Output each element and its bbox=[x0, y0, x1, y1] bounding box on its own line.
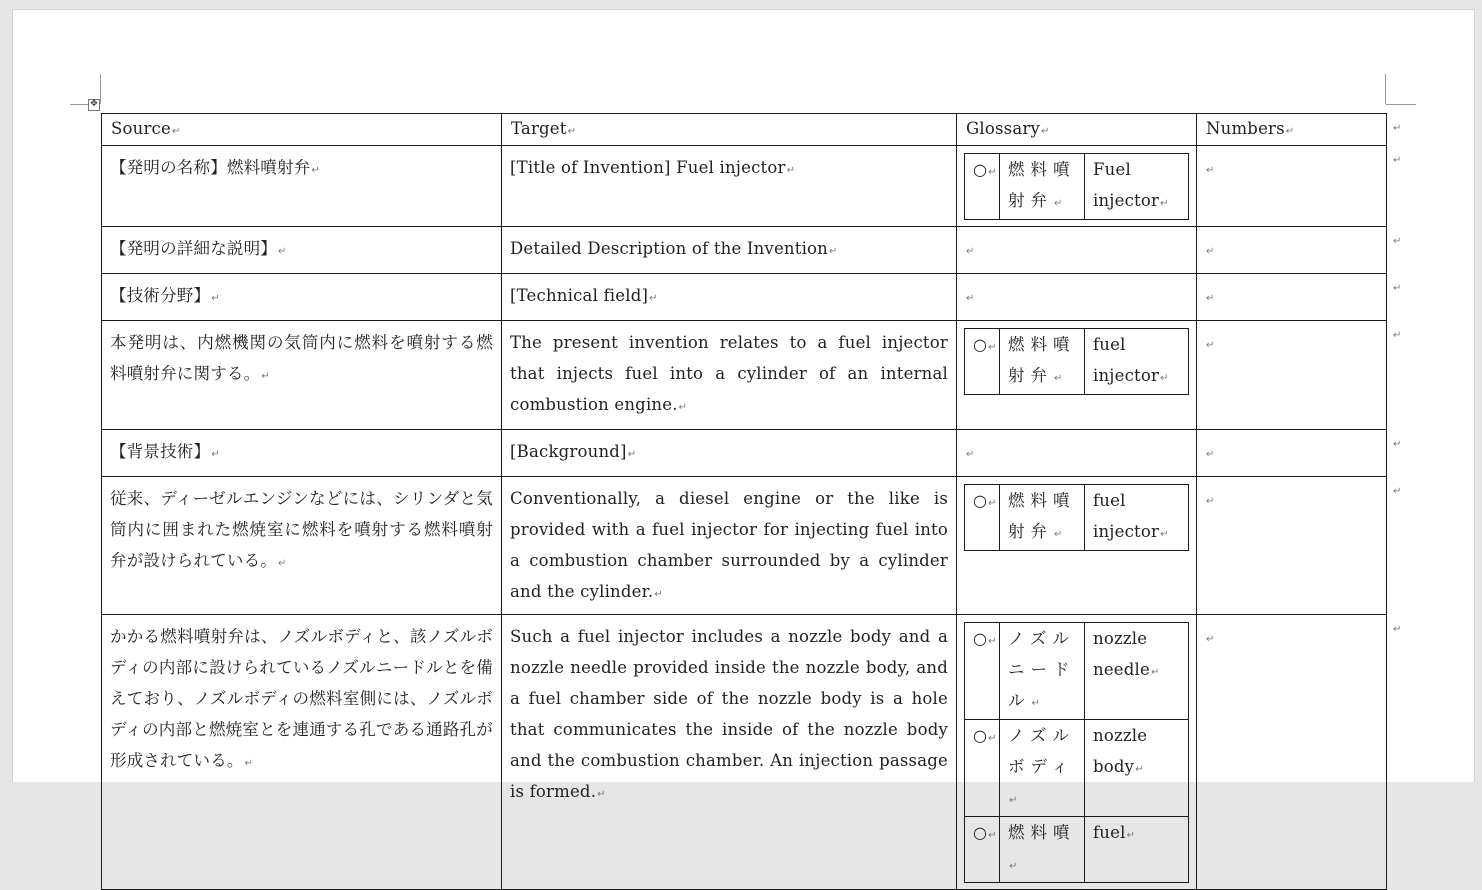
glossary-term bbox=[1000, 485, 1085, 551]
source-cell[interactable] bbox=[102, 477, 502, 615]
glossary-mark bbox=[965, 485, 1000, 551]
row-end-mark: ↵ bbox=[1393, 623, 1402, 635]
target-cell[interactable] bbox=[502, 477, 957, 615]
target-cell[interactable] bbox=[502, 227, 957, 274]
paragraph-mark: ↵ bbox=[988, 733, 997, 744]
target-text: [Title of Invention] Fuel injector bbox=[510, 158, 786, 177]
glossary-row bbox=[965, 623, 1189, 720]
target-cell[interactable] bbox=[502, 615, 957, 890]
paragraph-mark: ↵ bbox=[244, 758, 254, 769]
target-cell[interactable] bbox=[502, 146, 957, 227]
glossary-term bbox=[1000, 154, 1085, 220]
row-end-mark: ↵ bbox=[1393, 282, 1402, 294]
paragraph-mark: ↵ bbox=[1054, 529, 1069, 540]
header-cell-target[interactable]: Target↵ bbox=[502, 114, 957, 146]
glossary-cell[interactable] bbox=[957, 477, 1197, 615]
glossary-term-text: 燃料噴射弁 bbox=[1008, 491, 1076, 541]
glossary-translation-text: fuel injector bbox=[1093, 491, 1160, 541]
paragraph-mark: ↵ bbox=[1009, 861, 1024, 872]
glossary-term-text: ノズルボディ bbox=[1008, 726, 1075, 776]
header-cell-glossary[interactable]: Glossary↵ bbox=[957, 114, 1197, 146]
row-end-mark: ↵ bbox=[1393, 485, 1402, 497]
header-label: Source bbox=[111, 119, 171, 138]
target-cell[interactable] bbox=[502, 321, 957, 430]
numbers-cell[interactable] bbox=[1197, 321, 1387, 430]
row-end-mark: ↵ bbox=[1393, 329, 1402, 341]
crop-mark-top-right-vertical bbox=[1385, 74, 1386, 104]
glossary-translation-text: nozzle body bbox=[1093, 726, 1148, 776]
source-cell[interactable] bbox=[102, 274, 502, 321]
glossary-translation-text: nozzle needle bbox=[1093, 629, 1150, 679]
paragraph-mark: ↵ bbox=[1126, 830, 1136, 841]
paragraph-mark: ↵ bbox=[1054, 373, 1069, 384]
header-row bbox=[102, 114, 1387, 146]
row-end-mark: ↵ bbox=[1393, 235, 1402, 247]
paragraph-mark: ↵ bbox=[1206, 449, 1215, 460]
source-text: 【発明の詳細な説明】 bbox=[110, 239, 277, 258]
table-row bbox=[102, 430, 1387, 477]
paragraph-mark: ↵ bbox=[1206, 165, 1215, 176]
translation-table bbox=[101, 113, 1387, 890]
paragraph-mark: ↵ bbox=[966, 449, 975, 460]
glossary-row bbox=[965, 154, 1189, 220]
paragraph-mark: ↵ bbox=[1135, 764, 1144, 775]
glossary-cell[interactable] bbox=[957, 274, 1197, 321]
source-cell[interactable] bbox=[102, 321, 502, 430]
circle-mark: ○ bbox=[973, 335, 988, 354]
header-label: Numbers bbox=[1206, 119, 1285, 138]
circle-mark: ○ bbox=[973, 823, 988, 842]
paragraph-mark: ↵ bbox=[627, 449, 637, 460]
target-cell[interactable] bbox=[502, 274, 957, 321]
target-text: [Background] bbox=[510, 442, 627, 461]
source-text: かかる燃料噴射弁は、ノズルボディと、該ノズルボディの内部に設けられているノズルニードルとを備えており、ノズルボディの燃料室側には、ノズルボディの内部と燃焼室とを連通する孔である通路孔が形成されている。 bbox=[110, 627, 493, 770]
glossary-term-text: 燃料噴射弁 bbox=[1008, 160, 1076, 210]
glossary-table bbox=[964, 153, 1189, 220]
numbers-cell[interactable] bbox=[1197, 477, 1387, 615]
glossary-cell[interactable] bbox=[957, 146, 1197, 227]
paragraph-mark: ↵ bbox=[654, 589, 663, 600]
source-text: 本発明は、内燃機関の気筒内に燃料を噴射する燃料噴射弁に関する。 bbox=[110, 333, 493, 383]
paragraph-mark: ↵ bbox=[988, 342, 997, 353]
paragraph-mark: ↵ bbox=[1009, 795, 1024, 806]
glossary-cell[interactable] bbox=[957, 227, 1197, 274]
glossary-term bbox=[1000, 817, 1085, 883]
target-text: Detailed Description of the Invention bbox=[510, 239, 829, 258]
row-end-mark: ↵ bbox=[1393, 122, 1402, 134]
table-row bbox=[102, 477, 1387, 615]
paragraph-mark: ↵ bbox=[988, 498, 997, 509]
numbers-cell[interactable] bbox=[1197, 146, 1387, 227]
crop-mark-top-left-vertical bbox=[100, 74, 101, 104]
glossary-table bbox=[964, 622, 1189, 883]
header-cell-numbers[interactable]: Numbers↵ bbox=[1197, 114, 1387, 146]
table-row bbox=[102, 146, 1387, 227]
header-cell-source[interactable]: Source↵ bbox=[102, 114, 502, 146]
source-cell[interactable] bbox=[102, 615, 502, 890]
glossary-cell[interactable] bbox=[957, 430, 1197, 477]
paragraph-mark: ↵ bbox=[278, 558, 287, 569]
glossary-mark bbox=[965, 154, 1000, 220]
table-row bbox=[102, 227, 1387, 274]
target-cell[interactable] bbox=[502, 430, 957, 477]
glossary-translation bbox=[1085, 485, 1189, 551]
glossary-row bbox=[965, 817, 1189, 883]
glossary-mark bbox=[965, 329, 1000, 395]
circle-mark: ○ bbox=[973, 726, 988, 745]
paragraph-mark: ↵ bbox=[1160, 529, 1169, 540]
glossary-row bbox=[965, 485, 1189, 551]
paragraph-mark: ↵ bbox=[1160, 373, 1169, 384]
glossary-translation bbox=[1085, 329, 1189, 395]
circle-mark: ○ bbox=[973, 629, 988, 648]
glossary-mark bbox=[965, 623, 1000, 720]
glossary-term-text: 燃料噴射弁 bbox=[1008, 335, 1076, 385]
crop-mark-top-right-horizontal bbox=[1386, 104, 1416, 105]
glossary-cell[interactable] bbox=[957, 321, 1197, 430]
paragraph-mark: ↵ bbox=[261, 371, 270, 382]
numbers-cell[interactable] bbox=[1197, 430, 1387, 477]
target-text: Such a fuel injector includes a nozzle body and a nozzle needle provided inside the nozzle body, and a fuel chamber side of the nozzle body is a hole that communicates the inside of the nozzle body and the combustion chamber. An injection passage is formed. bbox=[510, 627, 948, 801]
glossary-term-text: ノズルニードル bbox=[1008, 629, 1076, 710]
source-cell[interactable] bbox=[102, 146, 502, 227]
paragraph-mark: ↵ bbox=[1206, 496, 1215, 507]
row-end-mark: ↵ bbox=[1393, 154, 1402, 166]
paragraph-mark: ↵ bbox=[278, 246, 287, 257]
glossary-term bbox=[1000, 329, 1085, 395]
glossary-mark bbox=[965, 720, 1000, 817]
numbers-cell[interactable] bbox=[1197, 227, 1387, 274]
glossary-translation-text: fuel injector bbox=[1093, 335, 1160, 385]
paragraph-mark: ↵ bbox=[1206, 293, 1215, 304]
target-text: The present invention relates to a fuel injector that injects fuel into a cylinder of an internal combustion engine. bbox=[510, 333, 948, 414]
paragraph-mark: ↵ bbox=[678, 402, 688, 413]
glossary-translation bbox=[1085, 817, 1189, 883]
paragraph-mark: ↵ bbox=[649, 293, 658, 304]
table-row bbox=[102, 615, 1387, 890]
glossary-row bbox=[965, 329, 1189, 395]
paragraph-mark: ↵ bbox=[597, 789, 606, 800]
document-page bbox=[12, 9, 1475, 872]
glossary-term bbox=[1000, 720, 1085, 817]
source-cell[interactable] bbox=[102, 227, 502, 274]
glossary-mark bbox=[965, 817, 1000, 883]
table-body bbox=[102, 114, 1387, 890]
header-label: Target bbox=[511, 119, 567, 138]
header-label: Glossary bbox=[966, 119, 1040, 138]
row-end-mark: ↵ bbox=[1393, 438, 1402, 450]
paragraph-mark: ↵ bbox=[786, 165, 796, 176]
source-text: 【発明の名称】燃料噴射弁 bbox=[110, 158, 311, 177]
paragraph-mark: ↵ bbox=[988, 830, 997, 841]
paragraph-mark: ↵ bbox=[988, 636, 997, 647]
paragraph-mark: ↵ bbox=[1206, 340, 1215, 351]
source-text: 【技術分野】 bbox=[110, 286, 211, 305]
source-text: 従来、ディーゼルエンジンなどには、シリンダと気筒内に囲まれた燃焼室に燃料を噴射する燃料噴射弁が設けられている。 bbox=[110, 489, 493, 570]
target-text: [Technical field] bbox=[510, 286, 649, 305]
paragraph-mark: ↵ bbox=[1054, 198, 1069, 209]
glossary-cell[interactable] bbox=[957, 615, 1197, 890]
glossary-translation-text: Fuel injector bbox=[1093, 160, 1160, 210]
paragraph-mark: ↵ bbox=[311, 165, 320, 176]
glossary-row bbox=[965, 720, 1189, 817]
table-move-handle[interactable]: ✥ bbox=[88, 99, 100, 111]
numbers-cell[interactable] bbox=[1197, 274, 1387, 321]
paragraph-mark: ↵ bbox=[966, 246, 975, 257]
circle-mark: ○ bbox=[973, 491, 988, 510]
numbers-cell[interactable] bbox=[1197, 615, 1387, 890]
paragraph-mark: ↵ bbox=[1206, 246, 1215, 257]
source-text: 【背景技術】 bbox=[110, 442, 211, 461]
paragraph-mark: ↵ bbox=[1206, 634, 1215, 645]
paragraph-mark: ↵ bbox=[1031, 698, 1046, 709]
table-row bbox=[102, 274, 1387, 321]
glossary-table bbox=[964, 484, 1189, 551]
glossary-term bbox=[1000, 623, 1085, 720]
glossary-translation bbox=[1085, 154, 1189, 220]
target-text: Conventionally, a diesel engine or the like is provided with a fuel injector for injecting fuel into a combustion chamber surrounded by a cylinder and the cylinder. bbox=[510, 489, 948, 601]
circle-mark: ○ bbox=[973, 160, 988, 179]
paragraph-mark: ↵ bbox=[966, 293, 975, 304]
paragraph-mark: ↵ bbox=[829, 246, 838, 257]
table-row bbox=[102, 321, 1387, 430]
glossary-translation bbox=[1085, 623, 1189, 720]
glossary-table bbox=[964, 328, 1189, 395]
paragraph-mark: ↵ bbox=[1160, 198, 1169, 209]
source-cell[interactable] bbox=[102, 430, 502, 477]
glossary-translation-text: fuel bbox=[1093, 823, 1126, 842]
paragraph-mark: ↵ bbox=[1150, 667, 1160, 678]
paragraph-mark: ↵ bbox=[211, 293, 220, 304]
paragraph-mark: ↵ bbox=[211, 449, 220, 460]
glossary-term-text: 燃料噴 bbox=[1008, 823, 1076, 842]
paragraph-mark: ↵ bbox=[988, 167, 997, 178]
glossary-translation bbox=[1085, 720, 1189, 817]
